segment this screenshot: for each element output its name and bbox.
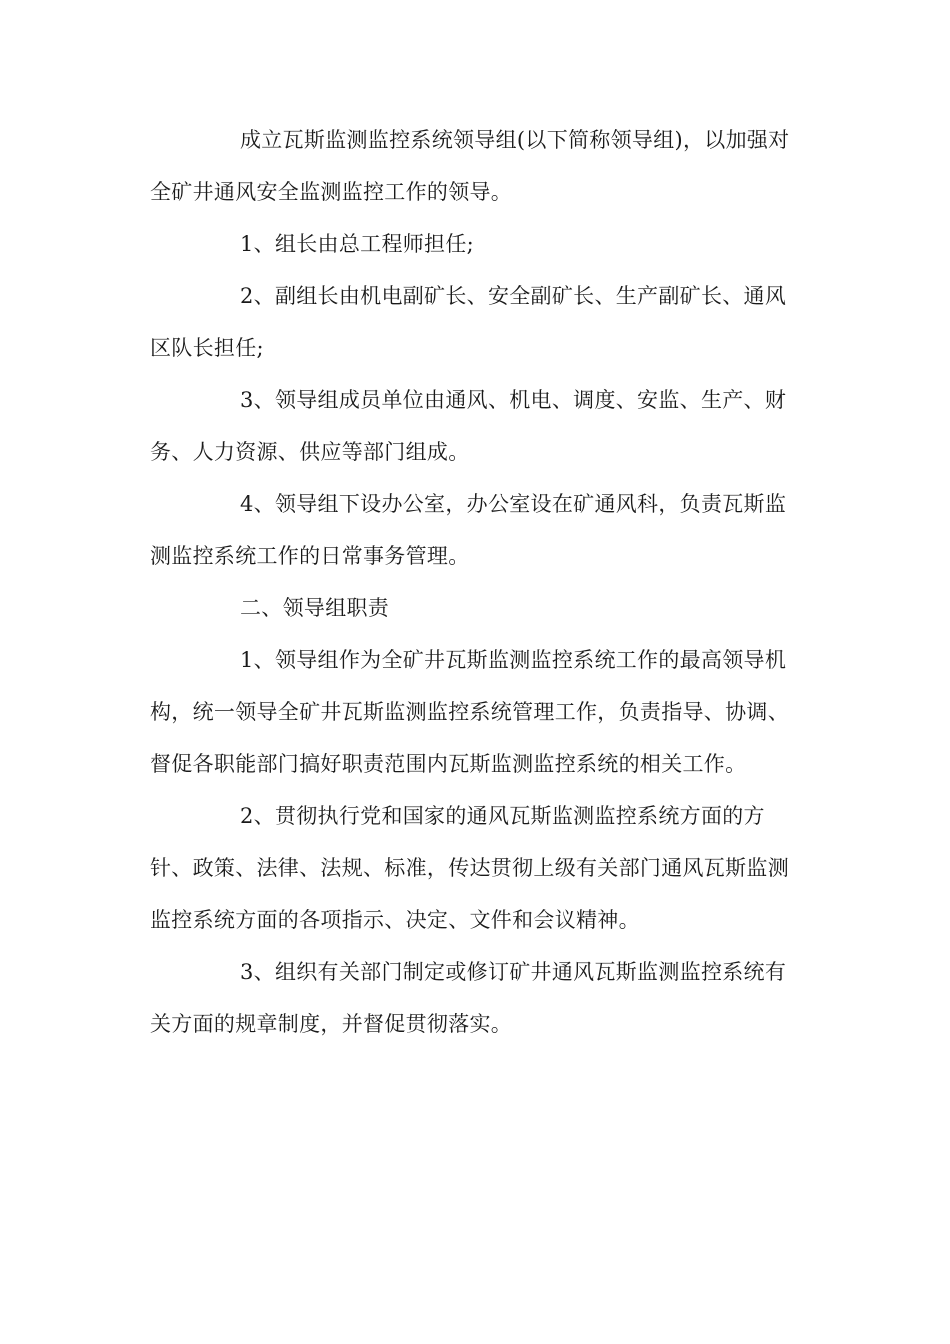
section-heading: 二、领导组职责 bbox=[240, 596, 390, 620]
paragraph-duty-2: 2、贯彻执行党和国家的通风瓦斯监测监控系统方面的方针、政策、法律、法规、标准，传达贯彻上级有关部门通风瓦斯监测监控系统方面的各项指示、决定、文件和会议精神。 bbox=[150, 804, 789, 932]
paragraph-duty-1: 1、领导组作为全矿井瓦斯监测监控系统工作的最高领导机构，统一领导全矿井瓦斯监测监控系统管理工作，负责指导、协调、督促各职能部门搞好职责范围内瓦斯监测监控系统的相关工作。 bbox=[150, 648, 789, 776]
document-body bbox=[150, 114, 802, 1050]
paragraph-item-1: 1、组长由总工程师担任; bbox=[240, 232, 475, 256]
paragraph-item-2: 2、副组长由机电副矿长、安全副矿长、生产副矿长、通风区队长担任; bbox=[150, 284, 787, 360]
paragraph-intro: 成立瓦斯监测监控系统领导组(以下简称领导组)，以加强对全矿井通风安全监测监控工作的领导。 bbox=[150, 128, 790, 204]
paragraph-item-3: 3、领导组成员单位由通风、机电、调度、安监、生产、财务、人力资源、供应等部门组成。 bbox=[150, 388, 787, 464]
paragraph-item-4: 4、领导组下设办公室，办公室设在矿通风科，负责瓦斯监测监控系统工作的日常事务管理。 bbox=[150, 492, 787, 568]
paragraph-duty-3: 3、组织有关部门制定或修订矿井通风瓦斯监测监控系统有关方面的规章制度，并督促贯彻落实。 bbox=[150, 960, 787, 1036]
